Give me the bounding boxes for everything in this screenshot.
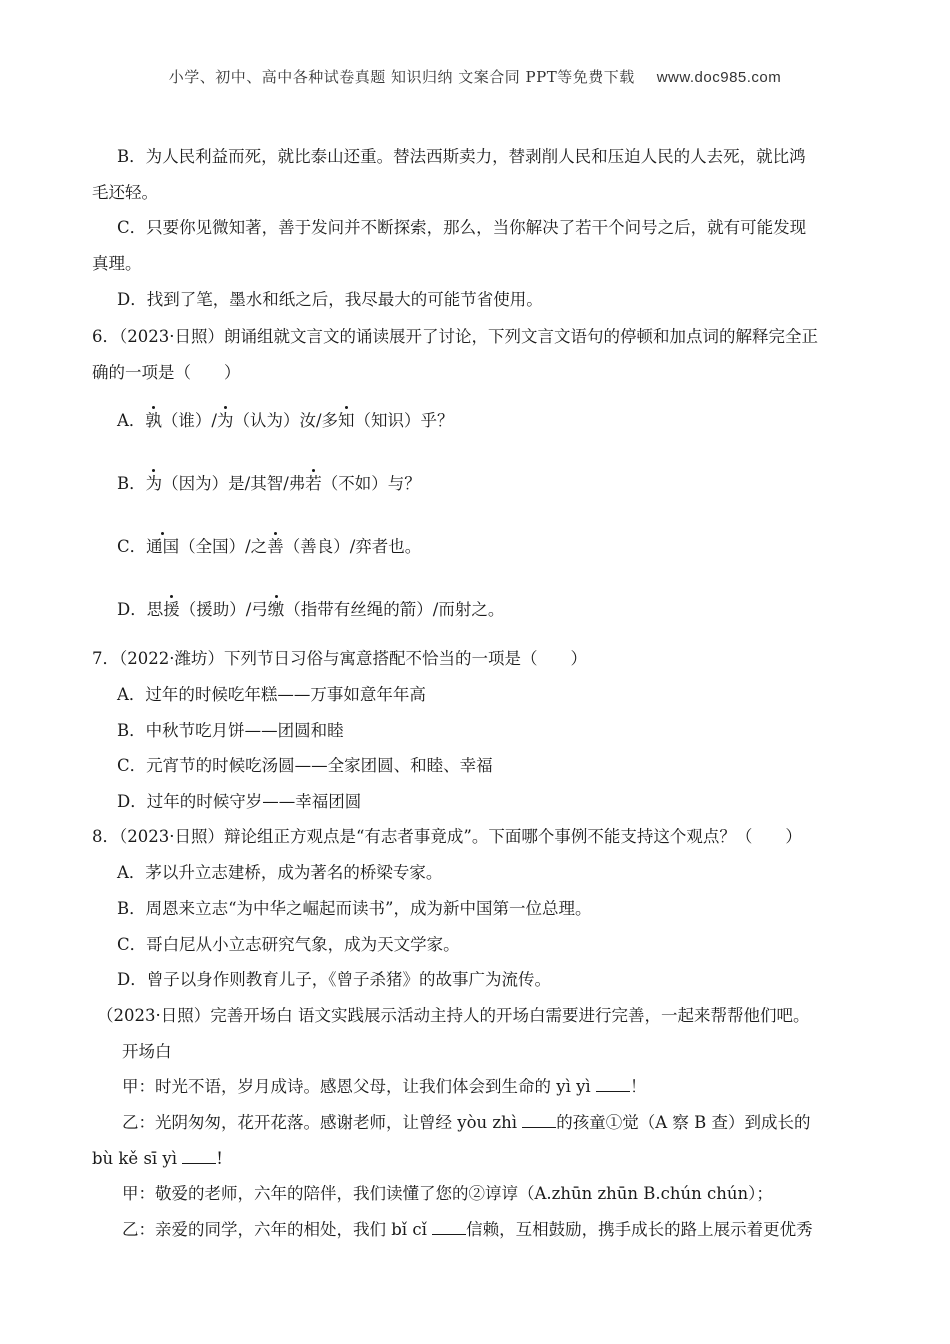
q8-stem: 8．（2023·日照）辩论组正方观点是“有志者事竟成”。下面哪个事例不能支持这个观点？（ ） (92, 827, 802, 846)
q6-a-dotted-word-3: 知 (338, 411, 355, 430)
q6-c-text-2: （善良）/弈者也。 (283, 537, 422, 556)
q6-stem-line2: 确的一项是（ ） (92, 363, 241, 382)
q6-b-text-2: （不如）与？ (321, 474, 421, 493)
q7-option-b: B．中秋节吃月饼——团圆和睦 (117, 721, 344, 740)
q9-jia-1-end: ！ (629, 1077, 647, 1096)
q6-b-text-1: （因为）是/其智/弗 (162, 474, 306, 493)
q9-line-yi-1 (122, 1112, 811, 1134)
q6-option-b (117, 473, 421, 495)
q8-option-b: B．周恩来立志“为中华之崛起而读书”，成为新中国第一位总理。 (117, 899, 592, 918)
q6-c-dotted-word-1: 通国 (146, 537, 180, 556)
q5-option-b-line1: B．为人民利益而死，就比泰山还重。替法西斯卖力，替剥削人民和压迫人民的人去死，就比鸿 (117, 147, 806, 166)
q9-yi-1-text: 乙：光阴匆匆，花开花落。感谢老师，让曾经 yòu zhì (122, 1113, 523, 1132)
q7-option-a: A．过年的时候吃年糕——万事如意年年高 (117, 685, 426, 704)
q5-option-c-line2: 真理。 (92, 254, 142, 273)
answer-blank[interactable] (182, 1149, 216, 1164)
q6-b-label: B． (117, 474, 146, 493)
q6-option-d (117, 599, 504, 621)
q6-a-text-3: （知识）乎？ (354, 411, 454, 430)
answer-blank[interactable] (432, 1220, 466, 1235)
q8-option-d: D．曾子以身作则教育儿子，《曾子杀猪》的故事广为流传。 (117, 970, 551, 989)
q6-d-dotted-word-2: 缴 (267, 600, 285, 619)
q6-d-text-2: （指带有丝绳的箭）/而射之。 (284, 600, 505, 619)
header-text: 小学、初中、高中各种试卷真题 知识归纳 文案合同 PPT等免费下载 (168, 68, 635, 86)
q6-b-dotted-word-1: 为 (145, 474, 163, 493)
q6-d-dotted-word-1: 援 (163, 600, 180, 619)
page-header (0, 66, 950, 87)
q9-yi-2-text-2: 信赖，互相鼓励，携手成长的路上展示着更优秀 (466, 1220, 813, 1239)
q9-line-yi-2 (122, 1219, 813, 1241)
q5-option-b-line2: 毛还轻。 (92, 183, 158, 202)
q9-yi-1-end: ! (216, 1149, 223, 1168)
q6-a-text-1: （谁）/ (161, 411, 217, 430)
q7-option-d: D．过年的时候守岁——幸福团圆 (117, 792, 362, 811)
q9-yi-1-text-2: 的孩童①觉（A 察 B 查）到成长的 (556, 1113, 811, 1132)
answer-blank[interactable] (596, 1077, 630, 1092)
q5-option-d: D．找到了笔，墨水和纸之后，我尽最大的可能节省使用。 (117, 290, 543, 309)
q9-title: 开场白 (122, 1042, 172, 1061)
q9-line-jia-1 (122, 1076, 646, 1098)
q6-c-label: C． (117, 537, 147, 556)
q7-option-c: C．元宵节的时候吃汤圆——全家团圆、和睦、幸福 (117, 756, 493, 775)
q6-c-text-1: （全国）/之 (179, 537, 268, 556)
q8-option-a: A．茅以升立志建桥，成为著名的桥梁专家。 (117, 863, 443, 882)
header-url[interactable]: www.doc985.com (656, 69, 782, 86)
q7-stem: 7．（2022·潍坊）下列节日习俗与寓意搭配不恰当的一项是（ ） (92, 649, 587, 668)
q8-option-c: C．哥白尼从小立志研究气象，成为天文学家。 (117, 935, 460, 954)
q6-d-label: D．思 (117, 600, 164, 619)
q9-yi-2-text: 乙：亲爱的同学，六年的相处，我们 bǐ cǐ (122, 1220, 433, 1239)
q6-a-dotted-word-2: 为 (216, 411, 234, 430)
q9-line-jia-2: 甲：敬爱的老师，六年的陪伴，我们读懂了您的②谆谆（A.zhūn zhūn B.chún chún）； (122, 1184, 773, 1203)
q5-option-c-line1: C．只要你见微知著，善于发问并不断探索，那么，当你解决了若干个问号之后，就有可能发现 (117, 218, 807, 237)
answer-blank[interactable] (522, 1113, 556, 1128)
q6-option-c (117, 536, 421, 558)
q6-d-text-1: （援助）/弓 (179, 600, 268, 619)
q6-b-dotted-word-2: 若 (305, 474, 322, 493)
q6-stem-line1: 6．（2023·日照）朗诵组就文言文的诵读展开了讨论，下列文言文语句的停顿和加点词的解释完全正 (92, 327, 818, 346)
q6-option-a (117, 410, 454, 432)
q9-jia-1-text: 甲：时光不语，岁月成诗。感恩父母，让我们体会到生命的 yì yì (122, 1077, 596, 1096)
q9-line-yi-1-cont (92, 1148, 223, 1170)
q6-c-dotted-word-2: 善 (267, 537, 284, 556)
q6-a-text-2: （认为）汝/多 (233, 411, 339, 430)
q6-a-dotted-word-1: 孰 (145, 411, 162, 430)
q6-a-label: A． (117, 411, 146, 430)
q9-stem: （2023·日照）完善开场白 语文实践展示活动主持人的开场白需要进行完善，一起来帮帮他们吧。 (97, 1006, 810, 1025)
q9-yi-1-pinyin: bù kě sī yì (92, 1149, 183, 1168)
